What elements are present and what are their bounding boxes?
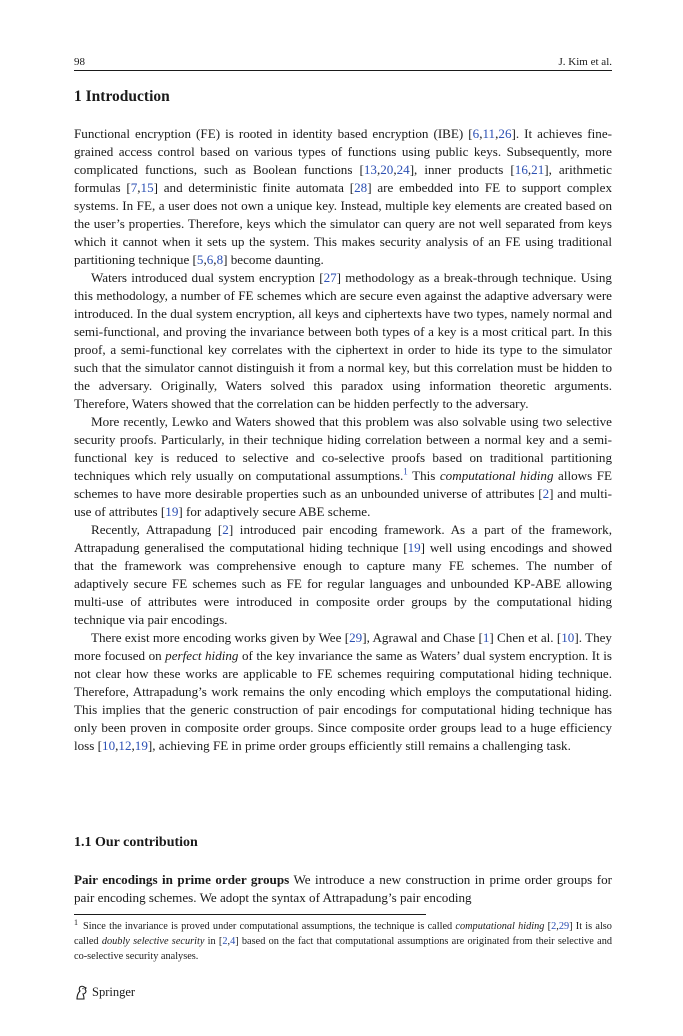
citation-link[interactable]: 21 <box>531 162 545 177</box>
emphasis: computational hiding <box>439 468 554 483</box>
citation-link[interactable]: 2 <box>222 522 229 537</box>
citation-link[interactable]: 28 <box>354 180 368 195</box>
citation-link[interactable]: 24 <box>396 162 410 177</box>
citation-link[interactable]: 2 <box>222 936 228 947</box>
citation-link[interactable]: 1 <box>482 630 490 645</box>
footnote-rule <box>74 914 426 915</box>
contribution-paragraph: Pair encodings in prime order groups We introduce a new construction in prime order groups for pair encoding schemes. We adopt the syntax of Attrapadung’s pair encoding <box>74 872 612 905</box>
citation-link[interactable]: 12 <box>118 738 132 753</box>
citation-link[interactable]: 19 <box>407 540 421 555</box>
citation-link[interactable]: 5 <box>196 252 204 267</box>
citation-link[interactable]: 29 <box>349 630 363 645</box>
run-in-heading: Pair encodings in prime order groups <box>74 872 290 887</box>
publisher-footer <box>74 985 135 1000</box>
header-rule <box>74 70 612 71</box>
subsection-heading: 1.1 Our contribution <box>74 835 198 850</box>
citation-link[interactable]: 20 <box>380 162 394 177</box>
running-head-authors: J. Kim et al. <box>558 56 612 68</box>
citation-link[interactable]: 11 <box>482 126 496 141</box>
footnote-text: Since the invariance is proved under computational assumptions, the technique is called computational hiding [2,29] It is also called doubly selective security in [2,4] based on the fact that computational assumptions are originated from their selective and co-selective security analyses. <box>74 921 612 962</box>
emphasis: doubly selective security <box>101 936 205 947</box>
introduction-body <box>74 125 612 755</box>
citation-link[interactable]: 6 <box>472 126 480 141</box>
citation-link[interactable]: 27 <box>323 270 337 285</box>
citation-link[interactable]: 10 <box>102 738 116 753</box>
springer-horse-icon <box>74 985 88 1000</box>
intro-paragraph: Waters introduced dual system encryption [27] methodology as a break-through technique. Using this methodology, a number of FE schemes which are secure even against the adaptive adversary were introduced. In the dual system encryption, all keys and ciphertexts have two types, namely normal and semi-functional, and proving the invariance between both types of a key is a most critical part. In this proof, a semi-functional key correlates with the ciphertext in order to hide its type to the simulator such that the simulator cannot distinguish it from a normal key, but this correlation must be hidden to the adversary. Originally, Waters solved this paradox using information theoretic arguments. Therefore, Waters showed that the correlation can be hidden perfectly to the adversary. <box>74 270 612 411</box>
intro-paragraph: More recently, Lewko and Waters showed that this problem was also solvable using two selective security proofs. Particularly, in their technique hiding correlation between a normal key and a semi-functional key is reduced to selective and co-selective proofs based on traditional partitioning techniques which rely usually on computational assumptions.$^1$ This computational hiding allows FE schemes to have more desirable properties such as an unbounded universe of attributes [2] and multi-use of attributes [19] for adaptively secure ABE scheme. <box>74 414 613 519</box>
citation-link[interactable]: 2 <box>542 486 550 501</box>
intro-paragraph: Functional encryption (FE) is rooted in identity based encryption (IBE) [6,11,26]. It achieves fine-grained access control based on various types of functions using public keys. Subsequently, more complicated functions, such as Boolean functions [13,20,24], inner products [16,21], arithmetic formulas [7,15] and deterministic finite automata [28] are embedded into FE to support complex systems. In FE, a user does not own a unique key. Instead, multiple key elements are created based on the user’s properties. Therefore, keys which the simulator can query are not well separated from keys which it cannot when it sets up the system. This makes security analysis of an FE using traditional partitioning technique [5,6,8] become daunting. <box>74 126 612 267</box>
footnote-mark: 1 <box>74 917 78 927</box>
footnote-ref-link[interactable]: 1 <box>403 466 408 477</box>
citation-link[interactable]: 6 <box>206 252 214 267</box>
citation-link[interactable]: 29 <box>558 921 570 932</box>
emphasis: perfect hiding <box>165 648 239 663</box>
citation-link[interactable]: 10 <box>561 630 575 645</box>
contribution-body <box>74 871 612 907</box>
citation-link[interactable]: 15 <box>140 180 154 195</box>
running-header <box>74 50 612 68</box>
citation-link[interactable]: 16 <box>514 162 528 177</box>
footnote <box>74 919 612 964</box>
emphasis: computational hiding <box>455 921 545 932</box>
intro-paragraph: Recently, Attrapadung [2] introduced pair encoding framework. As a part of the framework, Attrapadung generalised the computational hiding technique [19] well using encodings and showed that the framework was comprehensive enough to capture many FE schemes. The number of adaptively secure FE schemes such as FE for regular languages and unbounded KP-ABE allowing multi-use of attributes were introduced in composite order groups by the computational hiding technique via pair encodings. <box>74 522 612 627</box>
citation-link[interactable]: 19 <box>134 738 148 753</box>
page-number: 98 <box>74 56 85 68</box>
citation-link[interactable]: 4 <box>230 936 236 947</box>
section-heading: 1 Introduction <box>74 88 170 105</box>
publisher-name: Springer <box>92 985 136 999</box>
citation-link[interactable]: 7 <box>130 180 138 195</box>
citation-link[interactable]: 13 <box>363 162 377 177</box>
intro-paragraph: There exist more encoding works given by Wee [29], Agrawal and Chase [1] Chen et al. [10]. They more focused on perfect hiding of the key invariance the same as Waters’ dual system encryption. It is not clear how these works are applicable to FE schemes requiring computational hiding technique. Therefore, Attrapadung’s work remains the only encoding which employs the computational hiding. This implies that the generic construction of pair encodings for computational hiding technique has only been proven in composite order groups. Since composite order groups lead to a huge efficiency loss [10,12,19], achieving FE in prime order groups efficiently still remains a challenging task. <box>74 630 612 753</box>
citation-link[interactable]: 26 <box>498 126 512 141</box>
citation-link[interactable]: 19 <box>165 504 179 519</box>
citation-link[interactable]: 8 <box>216 252 224 267</box>
citation-link[interactable]: 2 <box>551 921 557 932</box>
